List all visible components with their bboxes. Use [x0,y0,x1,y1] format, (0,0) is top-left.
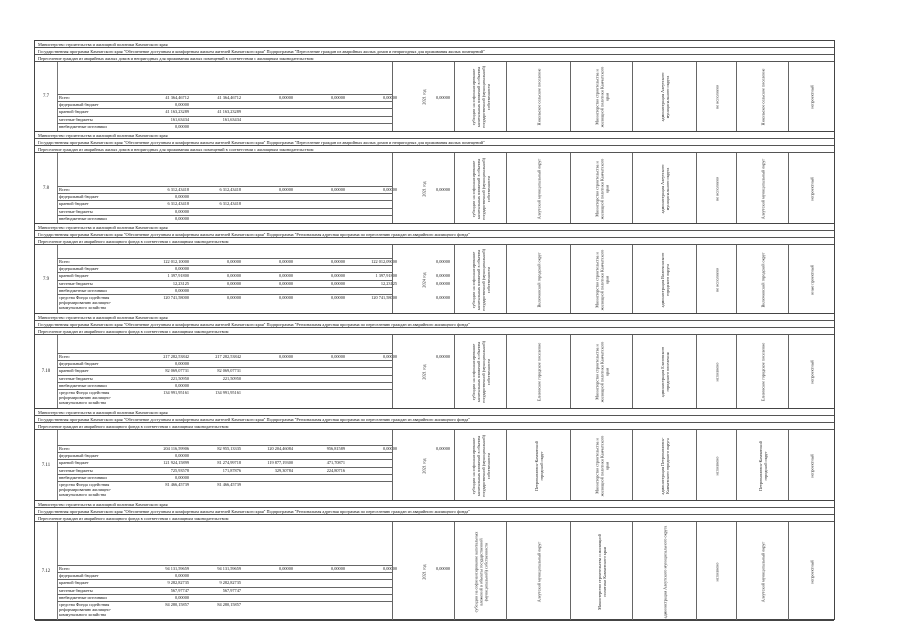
finance-source-label: внебюджетные источники [59,215,107,221]
locality-text: Никольское сельское поселение [760,68,765,126]
finance-value: 0,00000 [175,266,189,272]
finance-row [57,215,392,222]
finance-row [57,565,450,572]
finance-row [57,389,392,407]
status-cell [696,522,736,621]
finance-source-label: федеральный бюджет [59,266,99,272]
finance-source-label: федеральный бюджет [59,573,99,579]
finance-value: 161,63434 [170,116,189,122]
grbs-cell [570,153,632,224]
finance-value: 956,81589 [326,446,345,451]
finance-source-label: краевой бюджет [59,273,89,279]
finance-source-label: Всего [59,566,70,571]
row-number: 7.12 [41,568,51,574]
recipient-cell [506,245,570,314]
finance-value: 0,00000 [175,102,189,108]
finance-value: 0,00000 [175,287,189,293]
recipient-text: Никольское сельское поселение [536,68,541,126]
finance-value: 0,00000 [331,95,345,100]
finance-source-label: Всего [59,187,70,192]
result-cell [788,430,834,501]
recipient-cell [506,430,570,501]
finance-value: 221,50950 [222,375,241,381]
status-cell [696,62,736,132]
admin-text: администрация Вилючинского городского округа [659,252,670,307]
finance-value: 0,00000 [331,280,345,286]
finance-value: 0,00000 [279,294,293,300]
finance-value: 0,00000 [331,187,345,192]
year-cell [392,335,454,409]
finance-value: 0,00000 [279,259,293,264]
finance-value: 0,00000 [436,259,450,264]
admin-cell [632,522,696,621]
finance-value: 0,00000 [175,194,189,200]
status-text: не исполнено [714,84,719,110]
finance-row [57,108,392,115]
finance-source-label: федеральный бюджет [59,361,99,367]
finance-value: 84 280,15857 [165,601,189,607]
finance-value: 0,00000 [436,294,450,300]
finance-value: 6 312,43418 [219,201,241,207]
grbs-text: Министерство строительства и жилищной политики Камчатского края [596,533,607,610]
finance-source-label: средства Фонда содействия реформированию жилищно-коммунального хозяйства [59,389,112,406]
finance-value: 94 131,59659 [165,566,189,571]
finance-value: 12,23125 [172,280,189,286]
finance-value: 12,23125 [380,280,397,286]
finance-source-label: местные бюджеты [59,208,93,214]
finance-source-label: федеральный бюджет [59,453,99,459]
finance-row [57,375,392,382]
status-cell [696,153,736,224]
admin-text: администрация Алеутского муниципального округа [659,72,670,122]
grbs-text: Министерство строительства и жилищной политики Камчатского края [594,158,609,219]
finance-value: 41 163,23289 [165,109,189,115]
status-text: не исполнено [714,176,719,201]
finance-value: 84 280,15857 [217,601,241,607]
finance-value: 0,00000 [279,95,293,100]
finance-row [57,459,392,466]
finance-source-label: федеральный бюджет [59,194,99,200]
admin-cell [632,245,696,314]
recipient-cell [506,522,570,621]
finance-value: 120 741,58000 [371,294,397,300]
finance-value: 0,00000 [175,594,189,600]
finance-value: 0,00000 [175,361,189,367]
finance-source-label: местные бюджеты [59,375,93,381]
grbs-text: Министерство строительства и жилищной политики Камчатского края [594,66,609,128]
finance-row [57,193,392,200]
row-number: 7.7 [43,94,49,99]
row-number: 7.8 [43,185,49,191]
finance-row [57,294,450,312]
ministry-line: Министерство строительства и жилищной политики Камчатского края [35,132,834,139]
locality-cell [736,245,788,314]
result-cell [788,153,834,224]
result-cell [788,522,834,621]
finance-row [57,587,392,594]
finance-value: 0,00000 [279,354,293,359]
finance-value: 0,00000 [436,187,450,192]
program-line: Государственная программа Камчатского края "Обеспечение доступным и комфортным жильем жителей Камчатского края" Подпрограмма "Региональная адресная программа по переселению граждан из аварийного жилищного фонда" [35,508,834,515]
finance-value: 0,00000 [175,453,189,459]
finance-source-label: местные бюджеты [59,587,93,593]
finance-value: 81 466,45739 [217,481,241,487]
locality-text: Алеутский муниципальный округ [760,541,765,602]
grbs-cell [570,430,632,501]
finance-value: 0,00000 [331,273,345,279]
year-cell [392,430,454,501]
finance-row [57,287,392,294]
grbs-text: Министерство строительства и жилищной политики Камчатского края [594,249,609,310]
finance-row [57,445,450,452]
result-text: иные проектный [809,264,814,295]
finance-value: 0,00000 [436,354,450,359]
finance-source-label: Всего [59,446,70,451]
year-cell [392,522,454,621]
admin-text: администрация Петропавловск-Камчатского городского округа [659,437,670,494]
finance-row [57,258,450,265]
recipient-text: Елизовское городское поселение [536,342,541,402]
section-block [35,132,834,224]
finance-value: 122 012,09000 [371,259,397,264]
finance-value: 81 274,99718 [217,460,241,466]
locality-text: Елизовское городское поселение [760,342,765,402]
finance-value: 0,00000 [383,566,397,571]
program-line: Государственная программа Камчатского края "Обеспечение доступным и комфортным жильем жителей Камчатского края" Подпрограмма "Региональная адресная программа по переселению граждан из аварийного жилищного фонда" [35,321,834,328]
finance-value: 0,00000 [383,95,397,100]
finance-value: 82 955,13335 [217,446,241,451]
recipient-text: Алеутский муниципальный округ [536,158,541,219]
locality-text: Вилючинский городской округ [760,251,765,308]
grbs-cell [570,245,632,314]
program-line: Государственная программа Камчатского края "Обеспечение доступным и комфортным жильем жителей Камчатского края" Подпрограмма "Переселение граждан из аварийных жилых домов и непригодных для проживания жилых помещений" [35,139,834,146]
finance-source-label: Всего [59,259,70,264]
finance-source-label: краевой бюджет [59,201,89,207]
locality-cell [736,335,788,409]
finance-row [57,572,392,579]
admin-text: администрация Алеутского муниципального округа [659,164,670,213]
finance-source-label: средства Фонда содействия реформированию жилищно-коммунального хозяйства [59,294,112,311]
finance-row [57,382,392,389]
finance-value: 122 012,10000 [163,259,189,264]
recipient-text: Петропавловск-Камчатский городской округ [533,440,544,491]
finance-row [57,265,392,272]
finance-source-label: внебюджетные источники [59,594,107,600]
ministry-line: Министерство строительства и жилищной политики Камчатского края [35,314,834,321]
finance-value: 82 069,07731 [217,368,241,374]
finance-value: 471,70871 [326,460,345,466]
year-text: 2021 год [421,89,426,105]
finance-row [57,481,392,499]
locality-cell [736,62,788,132]
recipient-cell [506,153,570,224]
finance-value: 82 069,07731 [165,368,189,374]
admin-cell [632,430,696,501]
section-block [35,501,834,621]
finance-value: 221,50950 [170,375,189,381]
status-cell [696,245,736,314]
finance-source-label: средства Фонда содействия реформированию жилищно-коммунального хозяйства [59,601,112,618]
finance-value: 41 364,46712 [165,95,189,100]
grbs-cell [570,522,632,621]
finance-value: 0,00000 [227,280,241,286]
finance-source-label: местные бюджеты [59,116,93,122]
locality-cell [736,153,788,224]
locality-cell [736,522,788,621]
finance-value: 0,00000 [227,273,241,279]
result-text: непроектный [809,559,814,584]
finance-value: 0,00000 [331,354,345,359]
finance-value: 217 282,53842 [163,354,189,359]
section-block [35,41,834,132]
finance-value: 0,00000 [331,294,345,300]
finance-value: 204 116,59906 [163,446,189,451]
finance-value: 567,97747 [222,587,241,593]
finance-value: 567,97747 [170,587,189,593]
finance-row [57,208,392,215]
finance-row [57,452,392,459]
finance-value: 0,00000 [279,273,293,279]
row-number: 7.10 [41,369,51,374]
purpose-cell [454,62,506,132]
finance-source-label: внебюджетные источники [59,382,107,388]
row-number: 7.11 [41,462,51,468]
ministry-line: Министерство строительства и жилищной политики Камчатского края [35,501,834,508]
finance-value: 0,00000 [175,382,189,388]
finance-value: 41 163,23289 [217,109,241,115]
event-line: Переселение граждан из аварийного жилищного фонда в соответствии с жилищным законодательством [35,238,834,245]
finance-value: 134 991,95161 [215,389,241,395]
finance-value: 6 312,43418 [219,187,241,192]
status-text: не исполнено [714,267,719,292]
finance-row [57,467,392,474]
finance-row [57,280,450,287]
admin-text: администрация Елизовского городского поселения [659,346,670,398]
purpose-cell [454,335,506,409]
finance-value: 171,87876 [222,467,241,473]
admin-cell [632,335,696,409]
finance-source-label: краевой бюджет [59,460,89,466]
finance-value: 0,00000 [383,187,397,192]
finance-row [57,353,450,360]
recipient-cell [506,335,570,409]
finance-row [57,272,450,279]
finance-value: 0,00000 [279,187,293,192]
finance-value: 0,00000 [227,259,241,264]
locality-text: Петропавловск-Камчатский городской округ [757,440,768,491]
result-text: непроектный [809,85,814,109]
grbs-text: Министерство строительства и жилищной политики Камчатского края [594,341,609,403]
row-number: 7.9 [43,276,49,282]
finance-row [57,116,392,123]
status-cell [696,430,736,501]
finance-value: 6 312,43418 [167,201,189,207]
finance-value: 1 397,91800 [375,273,397,279]
finance-row [57,200,392,207]
finance-value: 0,00000 [175,215,189,221]
purpose-text: субсидии на софинансирование капитальных вложений в объекты государственной (муниципальной) собственности [473,531,488,612]
finance-value: 120 741,58000 [163,294,189,300]
ministry-line: Министерство строительства и жилищной политики Камчатского края [35,409,834,416]
finance-row [57,474,392,481]
admin-cell [632,62,696,132]
finance-source-label: Всего [59,354,70,359]
finance-source-label: Всего [59,95,70,100]
recipient-text: Вилючинский городской округ [536,251,541,308]
year-cell [392,245,454,314]
finance-source-label: внебюджетные источники [59,287,107,293]
event-line: Переселение граждан из аварийных жилых домов и непригодных для проживания жилых помещений в соответствии с жилищным законодательством [35,146,834,153]
purpose-cell [454,153,506,224]
purpose-text: субсидии на софинансирование капитальных вложений в объекты государственной (муниципальной) собственности [470,65,491,129]
finance-source-label: краевой бюджет [59,109,89,115]
status-text: исполнено [714,362,719,382]
finance-value: 0,00000 [175,573,189,579]
result-text: непроектный [809,360,814,384]
grbs-cell [570,335,632,409]
finance-value: 0,00000 [436,95,450,100]
section-block [35,314,834,409]
status-text: исполнено [714,562,719,581]
document-sheet [34,40,835,620]
finance-source-label: краевой бюджет [59,368,89,374]
purpose-cell [454,522,506,621]
finance-row [57,94,450,101]
finance-value: 0,00000 [175,474,189,480]
section-separator [35,620,834,621]
finance-value: 94 131,59659 [217,566,241,571]
locality-cell [736,430,788,501]
admin-text: администрация Алеутского муниципального округа [662,525,667,618]
program-line: Государственная программа Камчатского края "Обеспечение доступным и комфортным жильем жителей Камчатского края" Подпрограмма "Региональная адресная программа по переселению граждан из аварийного жилищного фонда" [35,416,834,423]
program-line: Государственная программа Камчатского края "Обеспечение доступным и комфортным жильем жителей Камчатского края" Подпрограмма "Региональная адресная программа по переселению граждан из аварийного жилищного фонда" [35,231,834,238]
grbs-text: Министерство строительства и жилищной политики Камчатского края [594,435,609,496]
finance-value: 0,00000 [331,566,345,571]
recipient-text: Алеутский муниципальный округ [536,541,541,602]
finance-value: 217 282,53842 [215,354,241,359]
finance-value: 9 282,82735 [167,580,189,586]
finance-source-label: местные бюджеты [59,280,93,286]
finance-value: 0,00000 [436,446,450,451]
finance-value: 9 282,82735 [219,580,241,586]
section-block [35,409,834,501]
ministry-line: Министерство строительства и жилищной политики Камчатского края [35,224,834,231]
finance-row [57,101,392,108]
finance-value: 121 924,15899 [163,460,189,466]
event-line: Переселение граждан из аварийного жилищного фонда в соответствии с жилищным законодательством [35,515,834,522]
finance-value: 120 204,46084 [267,446,293,451]
finance-value: 0,00000 [279,280,293,286]
event-line: Переселение граждан из аварийного жилищного фонда в соответствии с жилищным законодательством [35,328,834,335]
result-cell [788,335,834,409]
ministry-line: Министерство строительства и жилищной политики Камчатского края [35,41,834,48]
status-text: исполнено [714,456,719,475]
finance-value: 81 466,45739 [165,481,189,487]
purpose-text: субсидии на софинансирование капитальных вложений в объекты государственной (муниципальной) собственности [470,248,491,311]
purpose-cell [454,245,506,314]
finance-source-label: местные бюджеты [59,467,93,473]
finance-value: 0,00000 [436,273,450,279]
event-line: Переселение граждан из аварийного жилищного фонда в соответствии с жилищным законодательством [35,423,834,430]
year-text: 2021 год [421,180,426,197]
finance-row [57,594,392,601]
result-cell [788,62,834,132]
finance-value: 0,00000 [383,354,397,359]
finance-row [57,186,450,193]
finance-value: 161,63434 [222,116,241,122]
finance-value: 0,00000 [383,446,397,451]
finance-source-label: внебюджетные источники [59,123,107,129]
year-text: 2021 год [421,364,426,380]
finance-value: 0,00000 [331,259,345,264]
finance-source-label: краевой бюджет [59,580,89,586]
finance-value: 0,00000 [227,294,241,300]
finance-source-label: федеральный бюджет [59,102,99,108]
finance-row [57,601,392,619]
finance-value: 134 991,95161 [163,389,189,395]
finance-value: 0,00000 [279,566,293,571]
result-text: непроектный [809,453,814,478]
purpose-cell [454,430,506,501]
purpose-text: субсидии на софинансирование капитальных вложений в объекты государственной (муниципальной) собственности [470,157,491,220]
year-cell [392,153,454,224]
result-text: непроектный [809,176,814,201]
section-block [35,224,834,314]
finance-value: 6 312,43418 [167,187,189,192]
year-text: 2021 год [421,563,426,580]
status-cell [696,335,736,409]
finance-value: 0,00000 [436,280,450,286]
purpose-text: субсидии на софинансирование капитальных вложений в объекты государственной (муниципальной) собственности [470,434,491,497]
admin-cell [632,153,696,224]
finance-row [57,123,392,130]
finance-value: 0,00000 [175,208,189,214]
finance-value: 119 877,19300 [267,460,293,466]
finance-value: 1 397,91800 [167,273,189,279]
finance-value: 224,80716 [326,467,345,473]
recipient-cell [506,62,570,132]
year-text: 2024 год [421,271,426,288]
finance-value: 0,00000 [175,123,189,129]
finance-row [57,360,392,367]
result-cell [788,245,834,314]
finance-value: 0,00000 [436,566,450,571]
grbs-cell [570,62,632,132]
program-line: Государственная программа Камчатского края "Обеспечение доступным и комфортным жильем жителей Камчатского края" Подпрограмма "Переселение граждан из аварийных жилых домов и непригодных для проживания жилых помещений" [35,48,834,55]
purpose-text: субсидии на софинансирование капитальных вложений в объекты государственной (муниципальной) собственности [470,340,491,404]
finance-source-label: внебюджетные источники [59,474,107,480]
year-cell [392,62,454,132]
year-text: 2021 год [421,457,426,474]
finance-value: 41 364,46712 [217,95,241,100]
finance-row [57,367,392,374]
finance-value: 725,93578 [170,467,189,473]
locality-text: Алеутский муниципальный округ [760,158,765,219]
finance-source-label: средства Фонда содействия реформированию жилищно-коммунального хозяйства [59,481,112,498]
event-line: Переселение граждан из аварийных жилых домов и непригодных для проживания жилых помещений в соответствии с жилищным законодательством [35,55,834,62]
finance-value: 329,30784 [274,467,293,473]
finance-row [57,579,392,586]
